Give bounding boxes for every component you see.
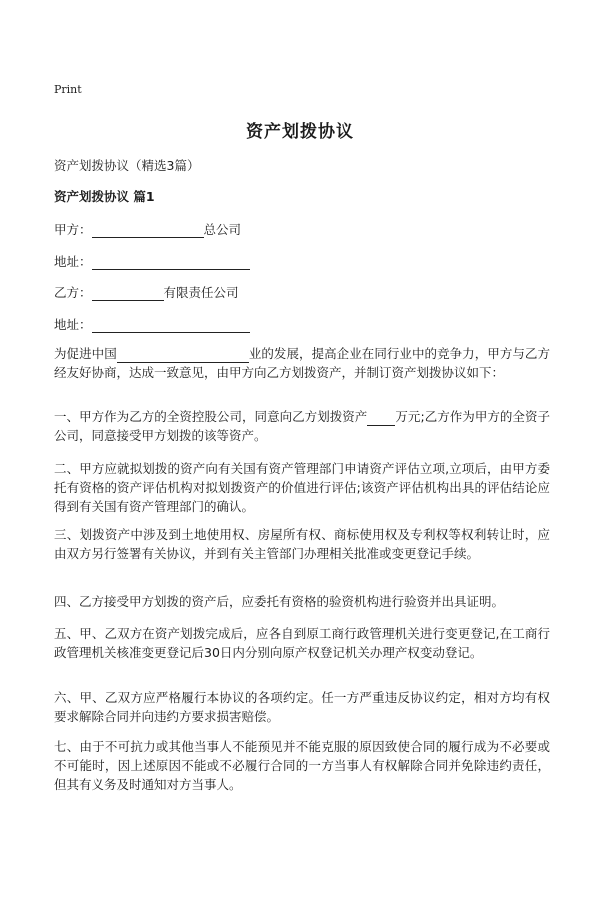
clause-5: 五、甲、乙双方在资产划拨完成后，应各自到原工商行政管理机关进行变更登记,在工商行政管理机关核准变更登记后30日内分别向原产权登记机关办理产权变动登记。 bbox=[54, 626, 550, 660]
clause-1-start: 一、甲方作为乙方的全资控股公司，同意向乙方划拨资产 bbox=[54, 409, 368, 424]
party-b-label: 乙方： bbox=[54, 285, 92, 300]
party-a-address-field bbox=[54, 252, 250, 270]
clause-2: 二、甲方应就拟划拨的资产向有关国有资产管理部门申请资产评估立项,立项后，由甲方委托有资格的资产评估机构对拟划拨资产的价值进行评估;该资产评估机构出具的评估结论应得到有关国有资产管理部门的确认。 bbox=[54, 461, 550, 514]
industry-blank bbox=[117, 349, 249, 363]
intro-text-end: 业的发展，提高企业在同行业中的竞争力，甲方与乙方经友好协商，达成一致意见，由甲方向乙方划拨资产，并制订资产划拨协议如下： bbox=[54, 346, 550, 380]
section-heading: 资产划拨协议 篇1 bbox=[54, 189, 155, 204]
party-a-blank bbox=[92, 223, 204, 238]
party-b-field bbox=[54, 283, 239, 301]
amount-blank bbox=[367, 412, 395, 426]
intro-paragraph bbox=[54, 344, 550, 382]
clause-1-end: 万元;乙方作为甲方的全资子公司，同意接受甲方划拨的该等资产。 bbox=[54, 409, 550, 443]
document-title: 资产划拨协议 bbox=[246, 122, 354, 142]
document-subtitle: 资产划拨协议（精选3篇） bbox=[54, 158, 200, 173]
clause-7: 七、由于不可抗力或其他当事人不能预见并不能克服的原因致使合同的履行成为不必要或不可能时，因上述原因不能或不必履行合同的一方当事人有权解除合同并免除违约责任，但其有义务及时通知对方当事人。 bbox=[54, 739, 550, 792]
party-a-field bbox=[54, 220, 241, 238]
party-a-suffix: 总公司 bbox=[203, 222, 242, 237]
party-b-address-blank bbox=[92, 318, 250, 333]
clause-4: 四、乙方接受甲方划拨的资产后，应委托有资格的验资机构进行验资并出具证明。 bbox=[54, 594, 505, 609]
party-a-label: 甲方： bbox=[54, 222, 92, 237]
party-b-address-field bbox=[54, 315, 250, 333]
print-label: Print bbox=[54, 83, 82, 96]
clause-1 bbox=[54, 407, 550, 445]
clause-3: 三、划拨资产中涉及到土地使用权、房屋所有权、商标使用权及专利权等权利转让时，应由双方另行签署有关协议，并到有关主管部门办理相关批准或变更登记手续。 bbox=[54, 527, 550, 561]
party-b-address-label: 地址： bbox=[54, 317, 92, 332]
party-b-suffix: 有限责任公司 bbox=[163, 285, 239, 300]
intro-text-start: 为促进中国 bbox=[54, 346, 117, 361]
clause-6: 六、甲、乙双方应严格履行本协议的各项约定。任一方严重违反协议约定，相对方均有权要求解除合同并向违约方要求损害赔偿。 bbox=[54, 690, 550, 724]
party-a-address-blank bbox=[92, 255, 250, 270]
party-a-address-label: 地址： bbox=[54, 254, 92, 269]
party-b-blank bbox=[92, 286, 164, 301]
